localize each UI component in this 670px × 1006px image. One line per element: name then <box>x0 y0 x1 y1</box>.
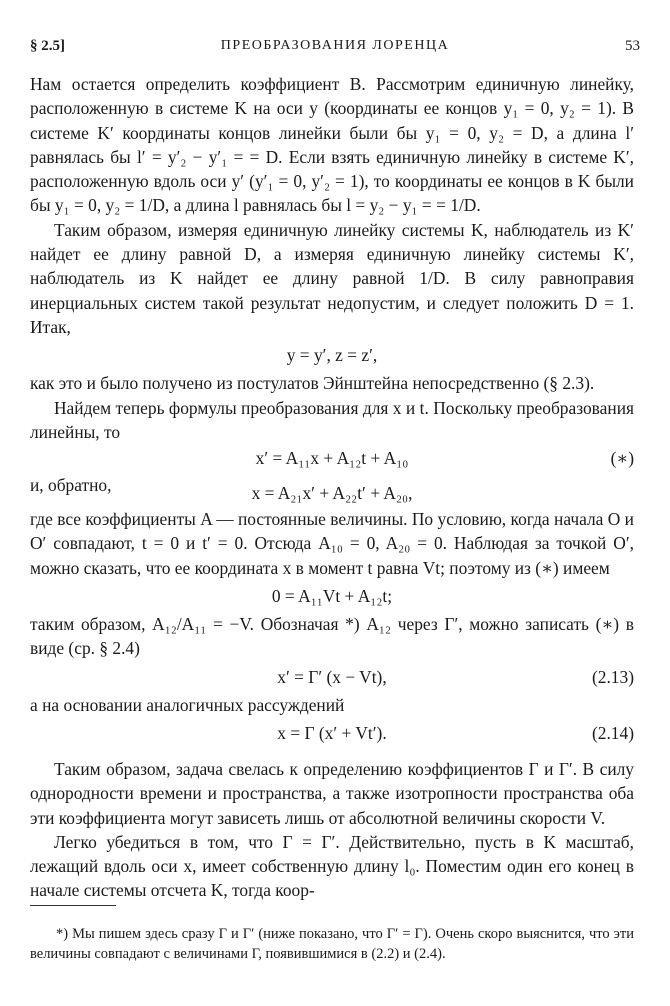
footnote-rule <box>30 905 116 906</box>
running-title: ПРЕОБРАЗОВАНИЯ ЛОРЕНЦА <box>220 38 450 53</box>
paragraph-gamma-prime: таким образом, A₁₂/A₁₁ = −V. Обозначая *) A₁₂ через Γ′, можно записать (∗) в виде (ср. § 2.4) <box>30 614 634 659</box>
equation-zero-text: 0 = A₁₁Vt + A₁₂t; <box>271 586 393 607</box>
paragraph-analogous: а на основании аналогичных рассуждений <box>30 694 345 715</box>
equation-inverse-line <box>30 473 634 504</box>
page-number: 53 <box>625 38 640 54</box>
paragraph-conversely: и, обратно, <box>30 475 112 496</box>
equation-2-13 <box>30 662 634 692</box>
equation-2-14-text: x = Γ (x′ + Vt′). <box>277 722 387 743</box>
equation-star-text: x′ = A₁₁x + A₁₂t + A₁₀ <box>255 448 409 469</box>
equation-y-z-text: y = y′, z = z′, <box>286 345 378 366</box>
paragraph-einstein: как это и было получено из постулатов Эйнштейна непосредственно (§ 2.3). <box>30 373 595 394</box>
equation-2-13-text: x′ = Γ′ (x − Vt), <box>277 666 387 687</box>
paragraph-transform-intro: Найдем теперь формулы преобразования для x и t. Поскольку преобразования линейны, то <box>30 397 634 442</box>
page-body <box>30 72 634 903</box>
equation-inverse-text: x = A₂₁x′ + A₂₂t′ + A₂₀, <box>251 483 413 504</box>
equation-star-label: (∗) <box>610 448 634 469</box>
section-ref: § 2.5] <box>30 38 65 54</box>
paragraph-coefficient-b: Нам остается определить коэффициент B. Рассмотрим единичную линейку, расположенную в системе K на оси y (координаты ее концов y₁ = 0, y₂ = 1). В системе K′ координаты концов линейки были бы y₁ = 0, y₂ = D, а длина l′ равнялась бы l′ = y′₂ − y′₁ = = D. Если взять единичную линейку в системе K′, расположенную вдоль оси y′ (y′₁ = 0, y′₂ = 1), то координаты ее концов в K были бы y₁ = 0, y₂ = 1/D, а длина l равнялась бы l = y₂ − y₁ = = 1/D. <box>30 74 634 216</box>
equation-2-14-label: (2.14) <box>591 722 634 743</box>
equation-2-13-label: (2.13) <box>591 666 634 687</box>
running-header <box>30 38 640 60</box>
equation-2-14 <box>30 718 634 748</box>
equation-zero <box>30 581 634 611</box>
paragraph-unit-ruler: Таким образом, измеряя единичную линейку системы K, наблюдатель из K′ найдет ее длину равной D, а измеряя единичную линейку системы K′, наблюдатель из K найдет ее длину равной 1/D. В силу равноправия инерциальных систем такой результат недопустим, и следует положить D = 1. Итак, <box>30 219 634 337</box>
equation-y-z <box>30 340 634 370</box>
paragraph-coefficients: где все коэффициенты A — постоянные величины. По условию, когда начала O и O′ совпадают, t = 0 и t′ = 0. Отсюда A₁₀ = 0, A₂₀ = 0. Наблюдая за точкой O′, можно сказать, что ее координата x в момент t равна Vt; поэтому из (∗) имеем <box>30 509 634 578</box>
footnote: *) Мы пишем здесь сразу Γ и Γ′ (ниже показано, что Γ′ = Γ). Очень скоро выяснится, что эти величины совпадают с величинами Γ, появившимися в (2.2) и (2.4). <box>30 925 634 962</box>
equation-star <box>30 445 634 472</box>
paragraph-gamma-equal: Легко убедиться в том, что Γ = Γ′. Действительно, пусть в K масштаб, лежащий вдоль оси x, имеет собственную длину l₀. Поместим один его конец в начале системы отсчета K, тогда коор- <box>30 831 634 901</box>
paragraph-task-reduced: Таким образом, задача свелась к определению коэффициентов Γ и Γ′. В силу однородности времени и пространства, а также изотропности пространства оба эти коэффициента могут зависеть лишь от абсолютной величины скорости V. <box>30 758 634 828</box>
